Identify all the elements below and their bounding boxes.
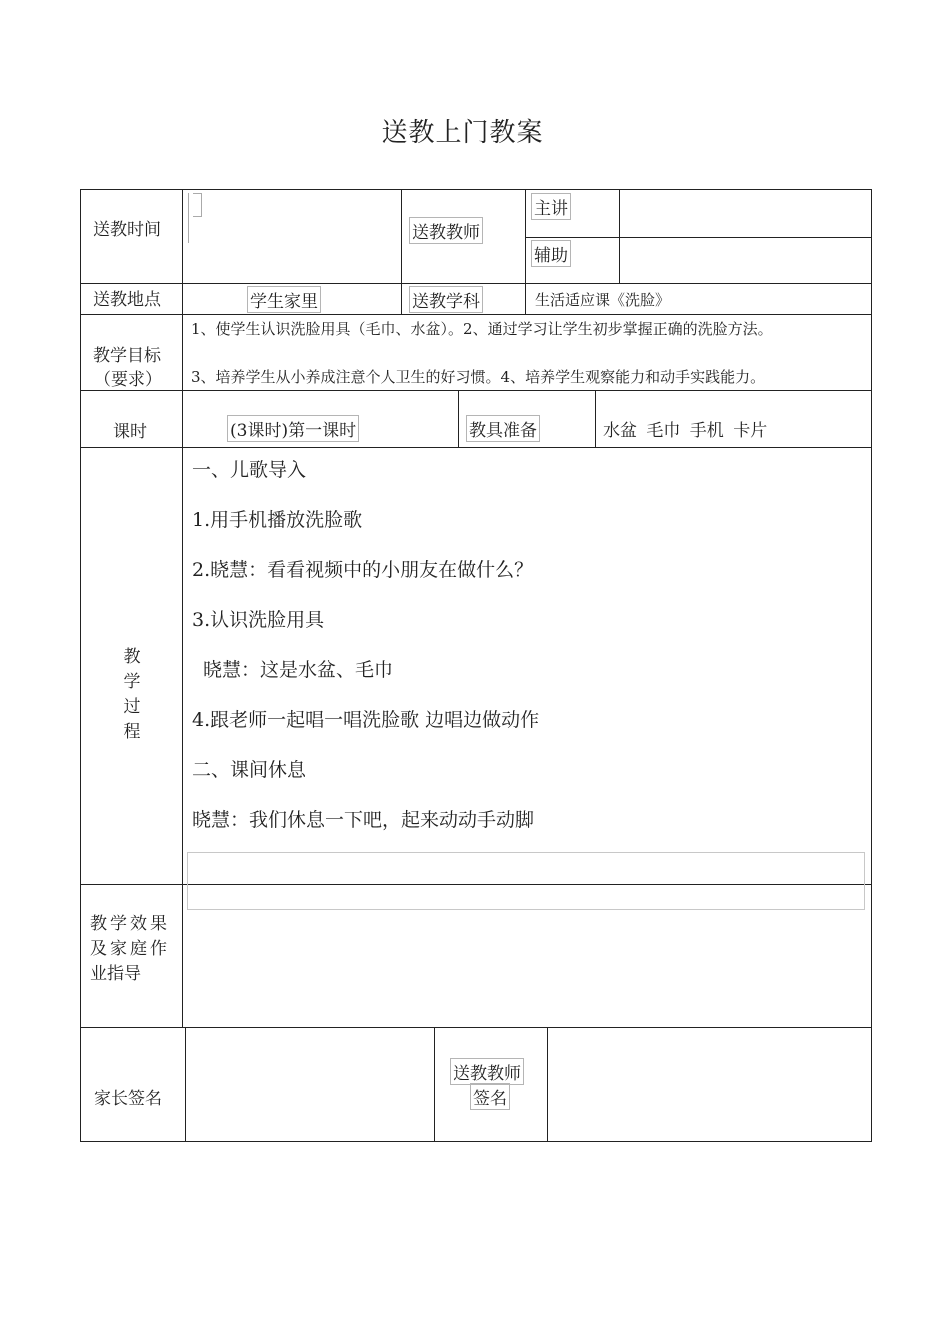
- effect-label-line: 及家庭作: [90, 939, 170, 959]
- process-label: 教 学 过 程: [123, 647, 141, 742]
- page-title: 送教上门教案: [381, 118, 544, 148]
- effect-label-line: 教学效果: [90, 914, 170, 934]
- tools-label: 教具准备: [466, 415, 540, 442]
- process-line: 2.晓慧：看看视频中的小朋友在做什么？: [192, 559, 534, 581]
- goal-label: 教学目标: [93, 346, 161, 366]
- goal-label-sub: （要求）: [94, 370, 162, 390]
- subject-label: 送教学科: [409, 286, 483, 313]
- teacher-label: 送教教师: [409, 217, 483, 244]
- process-line: 晓慧：我们休息一下吧，起来动动手动脚: [192, 809, 535, 831]
- teacher-sign-label: 送教教师: [450, 1058, 524, 1085]
- assist-label: 辅助: [531, 240, 571, 267]
- time-field[interactable]: [188, 193, 202, 243]
- process-line: 一、儿歌导入: [192, 459, 307, 481]
- teacher-sign-label-sub: 签名: [470, 1083, 510, 1110]
- process-line: 1.用手机播放洗脸歌: [192, 509, 363, 531]
- lead-label: 主讲: [531, 193, 571, 220]
- process-line: 3.认识洗脸用具: [192, 609, 325, 631]
- place-value: 学生家里: [247, 286, 321, 313]
- place-label: 送教地点: [93, 290, 161, 310]
- tools-value: 水盆 毛巾 手机 卡片: [603, 421, 768, 441]
- process-line: 二、课间休息: [192, 759, 307, 781]
- lesson-label: 课时: [113, 422, 147, 442]
- goal-line: 3、培养学生从小养成注意个人卫生的好习惯。4、培养学生观察能力和动手实践能力。: [191, 368, 766, 386]
- process-line: 4.跟老师一起唱一唱洗脸歌 边唱边做动作: [192, 709, 540, 731]
- text-box-frame: [187, 852, 865, 910]
- subject-value: 生活适应课《洗脸》: [535, 291, 671, 309]
- parent-sign-label: 家长签名: [94, 1089, 162, 1109]
- effect-label-line: 业指导: [90, 964, 141, 984]
- process-line: 晓慧：这是水盆、毛巾: [203, 659, 394, 681]
- time-label: 送教时间: [93, 220, 161, 240]
- goal-line: 1、使学生认识洗脸用具（毛巾、水盆）。2、通过学习让学生初步掌握正确的洗脸方法。: [191, 320, 773, 338]
- lesson-value: (3课时)第一课时: [227, 415, 359, 442]
